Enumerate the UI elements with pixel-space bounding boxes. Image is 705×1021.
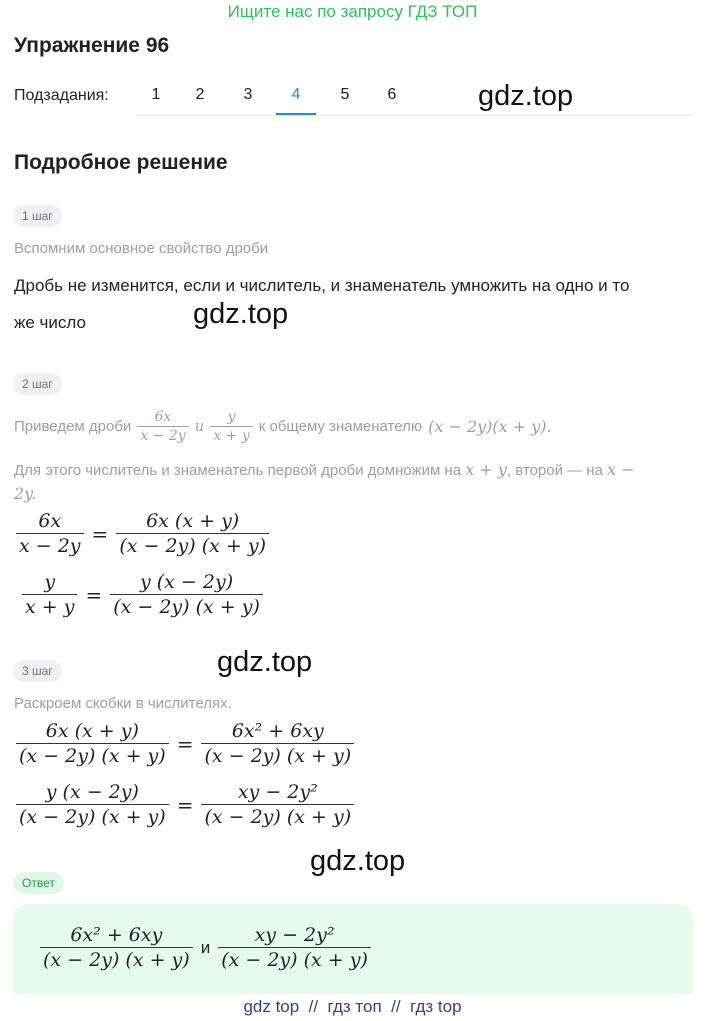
step-1-text-line2: же число — [14, 313, 86, 332]
watermark: gdz.top — [193, 298, 289, 330]
step-2-badge: 2 шаг — [13, 373, 62, 395]
subtask-tabs — [136, 80, 692, 116]
tab-6[interactable]: 6 — [387, 86, 397, 103]
watermark: gdz.top — [310, 845, 406, 877]
page-title: Упражнение 96 — [14, 34, 170, 57]
answer-equation: $\frac{\text{6x² + 6xy}}{(x - 2y) (x + y)}$ и $\frac{\text{xy − 2y²}}{(x - 2y) (x + y)}$ — [38, 924, 373, 971]
section-title: Подробное решение — [14, 151, 228, 174]
equation: $\frac{6x (x + y)}{(x - 2y) (x + y)}$ = $\frac{\text{6x² + 6xy}}{(x - 2y) (x + y)}$ — [14, 720, 356, 767]
step-2-hint-conj: и — [194, 417, 205, 435]
tab-4[interactable]: 4 — [276, 80, 316, 115]
step-2-hint-prefix: Приведем дроби — [14, 417, 132, 435]
common-denominator: (x − 2y)(x + y). — [428, 416, 552, 436]
subtasks-label: Подзадания: — [14, 87, 109, 104]
fraction: $\frac{6x}{x - 2y}$ — [137, 409, 188, 444]
step-1-hint: Вспомним основное свойство дроби — [14, 240, 269, 257]
tab-1[interactable]: 1 — [151, 86, 161, 103]
step-2-line2: Для этого числитель и знаменатель первой дроби домножим на x + y, второй — на x − — [14, 460, 635, 479]
tab-3[interactable]: 3 — [243, 86, 253, 103]
equation: $\frac{y (x - 2y)}{(x - 2y) (x + y)}$ = $\frac{\text{xy − 2y²}}{(x - 2y) (x + y)}$ — [14, 781, 356, 828]
equation: $\frac{y}{x + y}$ = $\frac{y (x - 2y)}{(x - 2y) (x + y)}$ — [20, 571, 265, 618]
watermark: gdz.top — [217, 646, 313, 678]
equation: $\frac{6x}{x - 2y}$ = $\frac{6x (x + y)}{(x - 2y) (x + y)}$ — [14, 510, 271, 557]
answer-badge: Ответ — [13, 872, 64, 894]
answer-conj: и — [200, 937, 211, 957]
step-2-hint-suffix: к общему знаменателю — [258, 417, 423, 435]
top-banner[interactable]: Ищите нас по запросу ГДЗ ТОП — [227, 2, 478, 21]
step-3-badge: 3 шаг — [13, 660, 62, 682]
step-2-line2-cont: 2y. — [14, 484, 37, 503]
step-1-badge: 1 шаг — [13, 205, 62, 227]
footer-links[interactable]: gdz top // гдз топ // гдз top — [243, 997, 462, 1016]
tab-2[interactable]: 2 — [195, 86, 205, 103]
step-3-hint: Раскроем скобки в числителях. — [14, 695, 232, 712]
fraction: $\frac{y}{x + y}$ — [210, 409, 252, 444]
step-1-text-line1: Дробь не изменится, если и числитель, и знаменатель умножить на одно и то — [14, 276, 630, 295]
tab-5[interactable]: 5 — [340, 86, 350, 103]
watermark: gdz.top — [478, 80, 574, 112]
step-2-hint — [14, 404, 552, 448]
